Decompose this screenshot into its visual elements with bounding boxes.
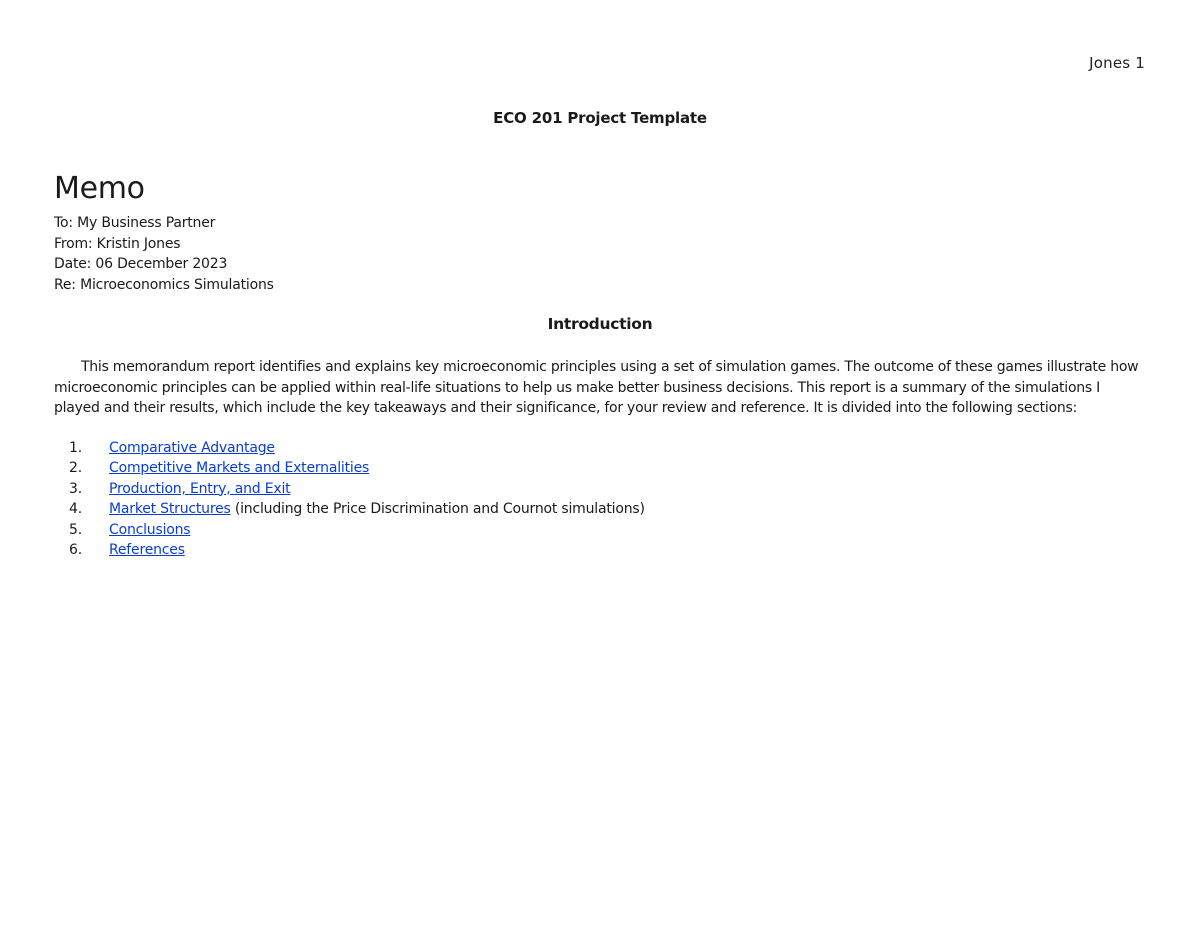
memo-to-line: To: My Business Partner (54, 215, 216, 231)
running-header: Jones 1 (1089, 54, 1145, 72)
memo-date-line: Date: 06 December 2023 (54, 256, 228, 272)
memo-re-line: Re: Microeconomics Simulations (54, 276, 274, 293)
list-number: 6. (69, 542, 82, 559)
list-item (54, 540, 645, 560)
section-list (54, 438, 645, 560)
link-comparative-advantage[interactable]: Comparative Advantage (109, 440, 275, 456)
list-number: 1. (69, 440, 82, 456)
list-item-note: (including the Price Discrimination and Cournot simulations) (230, 501, 645, 518)
link-conclusions[interactable]: Conclusions (109, 521, 191, 538)
memo-from-line: From: Kristin Jones (54, 235, 181, 252)
document-title: ECO 201 Project Template (493, 109, 707, 127)
link-market-structures[interactable]: Market Structures (109, 501, 231, 518)
list-number: 3. (69, 480, 82, 497)
link-references[interactable]: References (109, 542, 185, 559)
memo-heading: Memo (54, 171, 145, 206)
list-item (54, 438, 645, 458)
list-item (54, 520, 645, 540)
list-item (54, 499, 645, 519)
list-number: 5. (69, 521, 82, 538)
list-item (54, 458, 645, 478)
introduction-heading: Introduction (547, 315, 653, 333)
link-competitive-markets[interactable]: Competitive Markets and Externalities (109, 460, 370, 477)
list-number: 2. (69, 460, 82, 477)
list-number: 4. (69, 501, 82, 518)
memo-fields (54, 213, 274, 295)
introduction-paragraph: This memorandum report identifies and explains key microeconomic principles using a set of simulation games. The outcome of these games illustrate how microeconomic principles can be applied within real-life situations to help us make better business decisions. This report is a summary of the simulations I played and their results, which include the key takeaways and their significance, for your review and reference. It is divided into the following sections: (54, 359, 1139, 416)
list-item (54, 479, 645, 499)
link-production-entry-exit[interactable]: Production, Entry, and Exit (109, 480, 291, 497)
